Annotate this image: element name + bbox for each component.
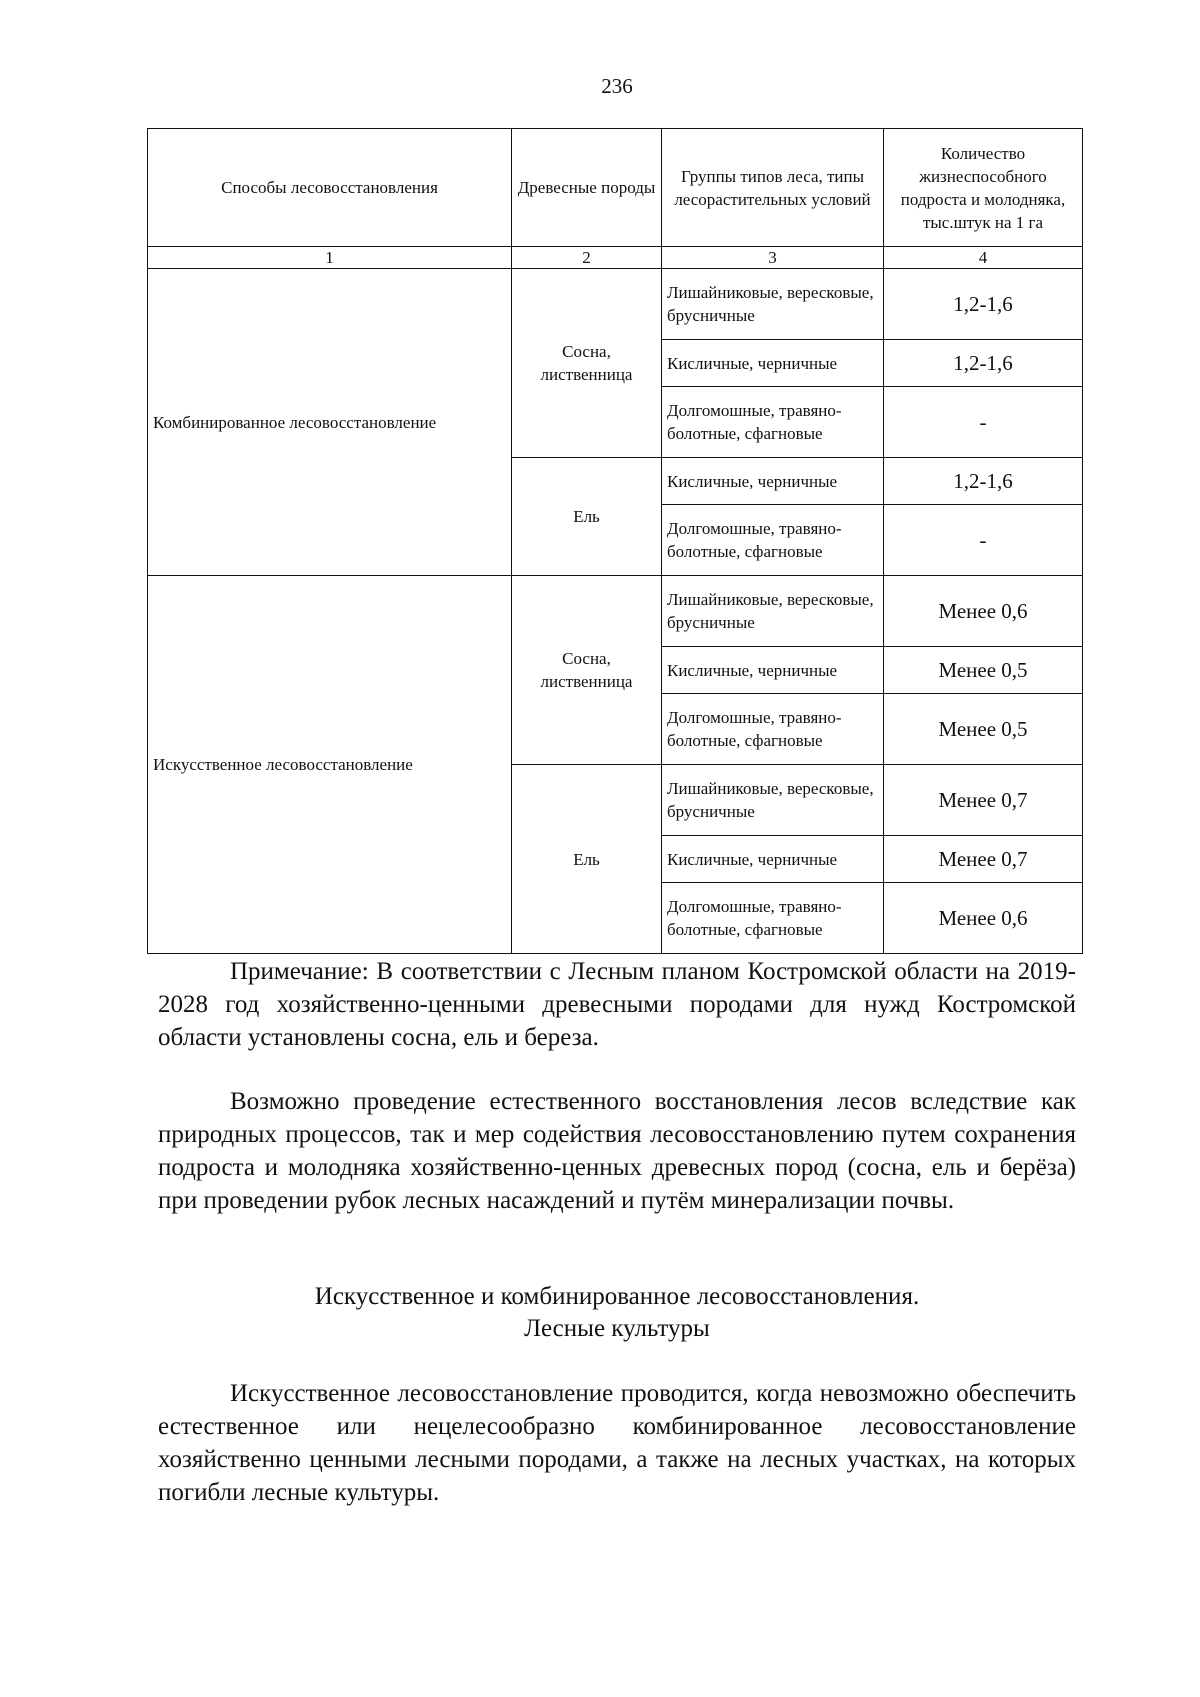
forest-type-cell: Кисличные, черничные bbox=[662, 836, 884, 883]
section-heading-line-2: Лесные культуры bbox=[524, 1315, 710, 1342]
column-number: 4 bbox=[884, 247, 1083, 269]
table-note: Примечание: В соответствии с Лесным планом Костромской области на 2019-2028 год хозяйственно-ценными древесными породами для нужд Костромской области установлены сосна, ель и береза. bbox=[158, 958, 1076, 1051]
quantity-cell: Менее 0,6 bbox=[884, 883, 1083, 954]
species-cell: Сосна, лиственница bbox=[512, 576, 662, 765]
header-forest-types: Группы типов леса, типы лесорастительных условий bbox=[662, 129, 884, 247]
quantity-cell: Менее 0,5 bbox=[884, 647, 1083, 694]
table-column-number-row bbox=[148, 247, 1083, 269]
quantity-cell: 1,2-1,6 bbox=[884, 340, 1083, 387]
quantity-cell: - bbox=[884, 505, 1083, 576]
column-number: 1 bbox=[148, 247, 512, 269]
forest-type-cell: Кисличные, черничные bbox=[662, 340, 884, 387]
header-quantity: Количество жизнеспособного подроста и молодняка, тыс.штук на 1 га bbox=[884, 129, 1083, 247]
quantity-cell: Менее 0,6 bbox=[884, 576, 1083, 647]
header-methods: Способы лесовосстановления bbox=[148, 129, 512, 247]
page-number: 236 bbox=[601, 74, 633, 98]
quantity-cell: Менее 0,7 bbox=[884, 836, 1083, 883]
quantity-cell: Менее 0,5 bbox=[884, 694, 1083, 765]
forest-type-cell: Лишайниковые, вересковые, брусничные bbox=[662, 576, 884, 647]
species-cell: Ель bbox=[512, 458, 662, 576]
forest-type-cell: Лишайниковые, вересковые, брусничные bbox=[662, 765, 884, 836]
forest-type-cell: Долгомошные, травяно-болотные, сфагновые bbox=[662, 505, 884, 576]
column-number: 2 bbox=[512, 247, 662, 269]
species-cell: Ель bbox=[512, 765, 662, 954]
quantity-cell: 1,2-1,6 bbox=[884, 269, 1083, 340]
method-cell: Искусственное лесовосстановление bbox=[148, 576, 512, 954]
regeneration-table bbox=[147, 128, 1083, 954]
table-header-row bbox=[148, 129, 1083, 247]
quantity-cell: Менее 0,7 bbox=[884, 765, 1083, 836]
forest-type-cell: Кисличные, черничные bbox=[662, 647, 884, 694]
table-row bbox=[148, 269, 1083, 340]
header-species: Древесные породы bbox=[512, 129, 662, 247]
quantity-cell: - bbox=[884, 387, 1083, 458]
quantity-cell: 1,2-1,6 bbox=[884, 458, 1083, 505]
paragraph-natural-regeneration: Возможно проведение естественного восстановления лесов вследствие как природных процессов, так и мер содействия лесовосстановлению путем сохранения подроста и молодняка хозяйственно-ценных древесных пород (сосна, ель и берёза) при проведении рубок лесных насаждений и путём минерализации почвы. bbox=[158, 1088, 1076, 1214]
forest-type-cell: Долгомошные, травяно-болотные, сфагновые bbox=[662, 694, 884, 765]
paragraph-artificial-regeneration: Искусственное лесовосстановление проводится, когда невозможно обеспечить естественное или нецелесообразно комбинированное лесовосстановление хозяйственно ценными лесными породами, а также на лесных участках, на которых погибли лесные культуры. bbox=[158, 1380, 1076, 1506]
forest-type-cell: Кисличные, черничные bbox=[662, 458, 884, 505]
species-cell: Сосна, лиственница bbox=[512, 269, 662, 458]
forest-type-cell: Лишайниковые, вересковые, брусничные bbox=[662, 269, 884, 340]
method-cell: Комбинированное лесовосстановление bbox=[148, 269, 512, 576]
forest-type-cell: Долгомошные, травяно-болотные, сфагновые bbox=[662, 883, 884, 954]
column-number: 3 bbox=[662, 247, 884, 269]
forest-type-cell: Долгомошные, травяно-болотные, сфагновые bbox=[662, 387, 884, 458]
table-row bbox=[148, 576, 1083, 647]
section-heading-line-1: Искусственное и комбинированное лесовосстановления. bbox=[314, 1283, 920, 1310]
section-heading bbox=[158, 1281, 1076, 1345]
